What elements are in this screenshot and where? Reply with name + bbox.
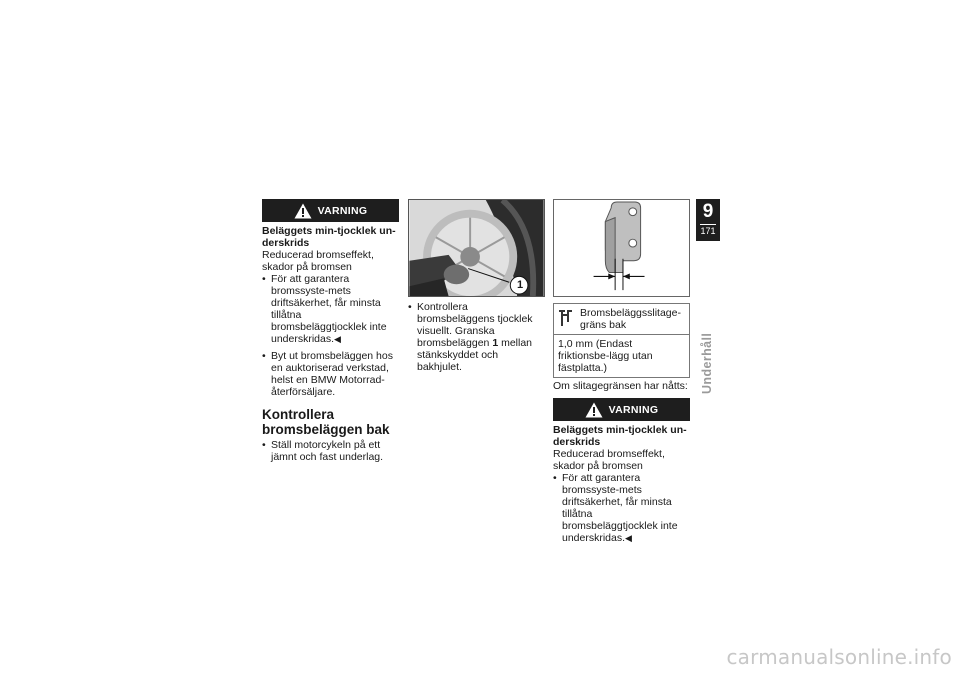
bullet-item: • För att garantera bromssyste-mets driftsäkerhet, får minsta tillåtna bromsbeläggtjocklek inte underskridas.◀ — [262, 273, 399, 345]
warning-bullet-list — [553, 472, 690, 544]
warning-label: VARNING — [317, 204, 368, 217]
chapter-side-label: Underhåll — [700, 332, 714, 394]
chapter-number: 9 — [702, 201, 714, 222]
page-number: 171 — [700, 226, 716, 236]
warning-title: Beläggets min-tjocklek un-derskrids — [262, 225, 396, 249]
bullet-item: • Byt ut bromsbeläggen hos en auktoriserad verkstad, helst en BMW Motorrad-återförsäljare. — [262, 350, 399, 398]
chapter-tab — [696, 199, 720, 241]
warning-label: VARNING — [608, 403, 659, 416]
bullet-item: • Kontrollera bromsbeläggens tjocklek visuellt. Granska bromsbeläggen 1 mellan stänkskyddet och bakhjulet. — [408, 301, 545, 373]
end-marker-icon: ◀ — [334, 334, 341, 344]
column-1 — [262, 199, 399, 463]
warning-title: Beläggets min-tjocklek un-derskrids — [553, 424, 687, 448]
warning-bullet-list — [262, 273, 399, 398]
photo-callout-number: 1 — [516, 279, 524, 291]
brake-pad-wear-drawing — [553, 199, 690, 297]
chapter-divider — [700, 224, 716, 225]
section-heading: Kontrollera bromsbeläggen bak — [262, 407, 390, 437]
warning-body: Reducerad bromseffekt, skador på bromsen — [262, 249, 374, 273]
caliper-gauge-icon — [558, 309, 574, 327]
limit-reached-text: Om slitagegränsen har nåtts: — [553, 380, 688, 392]
spec-value: 1,0 mm (Endast friktionsbe-lägg utan fästplatta.) — [558, 338, 653, 374]
section-bullet-list — [262, 439, 399, 463]
warning-bar — [553, 398, 690, 421]
column-3 — [553, 199, 690, 544]
part-reference: 1 — [492, 337, 499, 349]
watermark-text: carmanualsonline.info — [726, 645, 952, 669]
warning-triangle-icon — [294, 203, 312, 219]
end-marker-icon: ◀ — [625, 533, 632, 543]
inspection-bullet-list — [408, 301, 545, 373]
warning-body: Reducerad bromseffekt, skador på bromsen — [553, 448, 665, 472]
wear-limit-spec-table — [553, 303, 690, 378]
spec-label-row — [554, 304, 689, 335]
bullet-item: • Ställ motorcykeln på ett jämnt och fast underlag. — [262, 439, 399, 463]
bullet-item: • För att garantera bromssyste-mets driftsäkerhet, får minsta tillåtna bromsbeläggtjocklek inte underskridas.◀ — [553, 472, 690, 544]
warning-bar — [262, 199, 399, 222]
warning-triangle-icon — [585, 402, 603, 418]
column-2 — [408, 199, 545, 373]
spec-label: Bromsbeläggsslitage-gräns bak — [580, 307, 681, 331]
